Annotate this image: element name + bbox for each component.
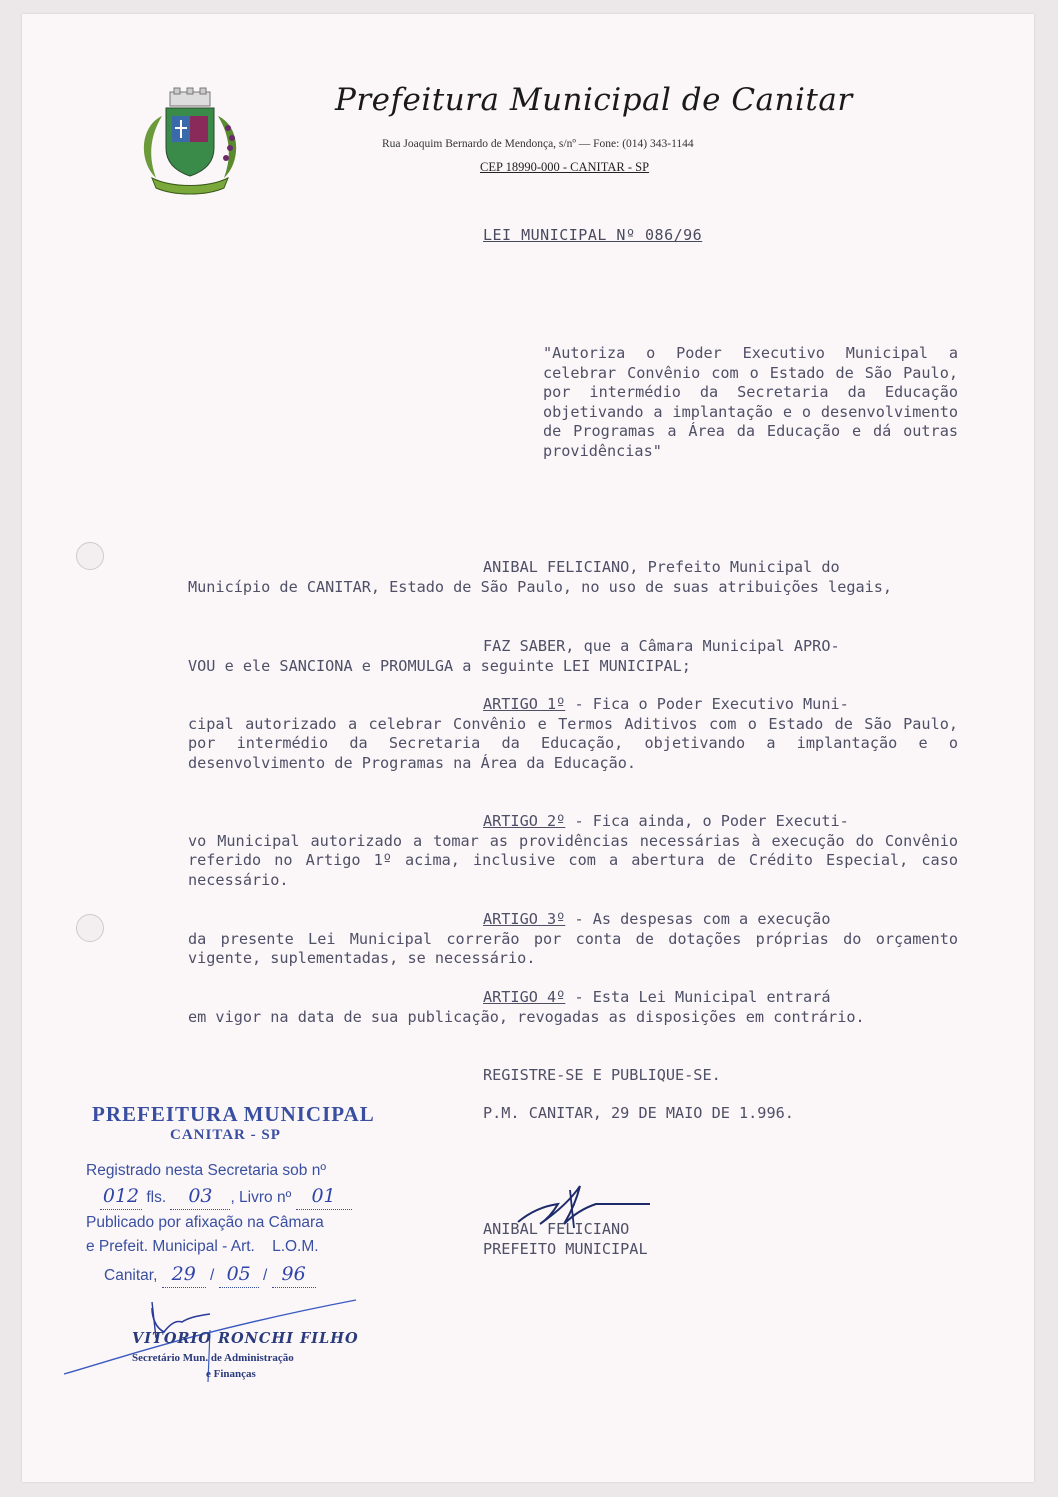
article-4-text: em vigor na data de sua publicação, revogadas as disposições em contrário.: [188, 1007, 865, 1026]
stamp-title: PREFEITURA MUNICIPAL: [92, 1102, 375, 1126]
secretary-role: Secretário Mun. de Administração: [132, 1352, 294, 1364]
stamp-article-line: e Prefeit. Municipal - Art. L.O.M.: [86, 1238, 319, 1255]
article-4-lead: - Esta Lei Municipal entrará: [565, 988, 831, 1006]
signatory-role: PREFEITO MUNICIPAL: [483, 1240, 648, 1258]
stamp-month: 05: [219, 1262, 259, 1288]
article-2: [188, 812, 958, 890]
article-2-text: vo Municipal autorizado a tomar as providências necessárias à execução do Convênio referido no Artigo 1º acima, inclusive com a abertura de Crédito Especial, caso necessário.: [188, 831, 958, 889]
stamp-published-line: Publicado por afixação na Câmara: [86, 1214, 324, 1231]
stamp-fls: 03: [170, 1184, 230, 1210]
article-2-label: ARTIGO 2º: [483, 812, 566, 830]
article-1-lead: - Fica o Poder Executivo Muni-: [565, 695, 849, 713]
place-date: P.M. CANITAR, 29 DE MAIO DE 1.996.: [483, 1104, 794, 1122]
article-1-text: cipal autorizado a celebrar Convênio e Termos Aditivos com o Estado de São Paulo, por intermédio da Secretaria da Educação, objetivando a implantação e o desenvolvimento de Programas na Área da Educação.: [188, 714, 958, 772]
municipal-crest-icon: [132, 86, 248, 198]
stamp-livro: 01: [296, 1184, 352, 1210]
preamble-lead: ANIBAL FELICIANO, Prefeito Municipal do: [483, 558, 840, 576]
article-3-label: ARTIGO 3º: [483, 910, 566, 928]
law-number: LEI MUNICIPAL Nº 086/96: [483, 226, 703, 244]
stamp-subtitle: CANITAR - SP: [170, 1127, 281, 1143]
stamp-livro-label: , Livro nº: [230, 1189, 292, 1206]
article-4: [188, 988, 958, 1027]
article-3-lead: - As despesas com a execução: [565, 910, 831, 928]
stamp-day: 29: [162, 1262, 206, 1288]
article-3-text: da presente Lei Municipal correrão por conta de dotações próprias do orçamento vigente, suplementadas, se necessário.: [188, 929, 958, 967]
letterhead-cep: CEP 18990-000 - CANITAR - SP: [480, 160, 650, 174]
law-summary: "Autoriza o Poder Executivo Municipal a celebrar Convênio com o Estado de São Paulo, por intermédio da Secretaria da Educação objetivando a implantação e o desenvolvimento de Programas a Área da Educação e dá outras providências": [543, 344, 958, 460]
stamp-city-label: Canitar,: [104, 1267, 158, 1284]
article-1-label: ARTIGO 1º: [483, 695, 566, 713]
stamp-fls-label: fls.: [146, 1189, 167, 1206]
letterhead-address: Rua Joaquim Bernardo de Mendonça, s/nº — Fone: (014) 343-1144: [382, 138, 694, 150]
enactment-lead: FAZ SABER, que a Câmara Municipal APRO-: [483, 637, 840, 655]
enactment-paragraph: [188, 637, 958, 676]
stamp-number: 012: [100, 1184, 142, 1210]
closing-formula: REGISTRE-SE E PUBLIQUE-SE.: [483, 1066, 721, 1084]
article-4-label: ARTIGO 4º: [483, 988, 566, 1006]
preamble-text: Município de CANITAR, Estado de São Paulo, no uso de suas atribuições legais,: [188, 577, 893, 596]
secretary-role-cont: e Finanças: [206, 1368, 256, 1380]
punch-hole: [76, 542, 104, 570]
stamp-year: 96: [272, 1262, 316, 1288]
article-3: [188, 910, 958, 969]
registration-stamp: [86, 1102, 406, 1285]
signatory-name: ANIBAL FELICIANO: [483, 1220, 630, 1238]
article-1: [188, 695, 958, 773]
secretary-name: VITORIO RONCHI FILHO: [132, 1330, 359, 1347]
article-2-lead: - Fica ainda, o Poder Executi-: [565, 812, 849, 830]
stamp-book-line: [100, 1184, 352, 1210]
preamble-paragraph: [188, 558, 958, 597]
enactment-text: VOU e ele SANCIONA e PROMULGA a seguinte LEI MUNICIPAL;: [188, 656, 691, 675]
punch-hole: [76, 914, 104, 942]
stamp-date-line: Canitar, 29 / 05 / 96: [104, 1262, 316, 1288]
stamp-registered-line: Registrado nesta Secretaria sob nº: [86, 1162, 327, 1179]
letterhead-title: Prefeitura Municipal de Canitar: [335, 82, 853, 118]
